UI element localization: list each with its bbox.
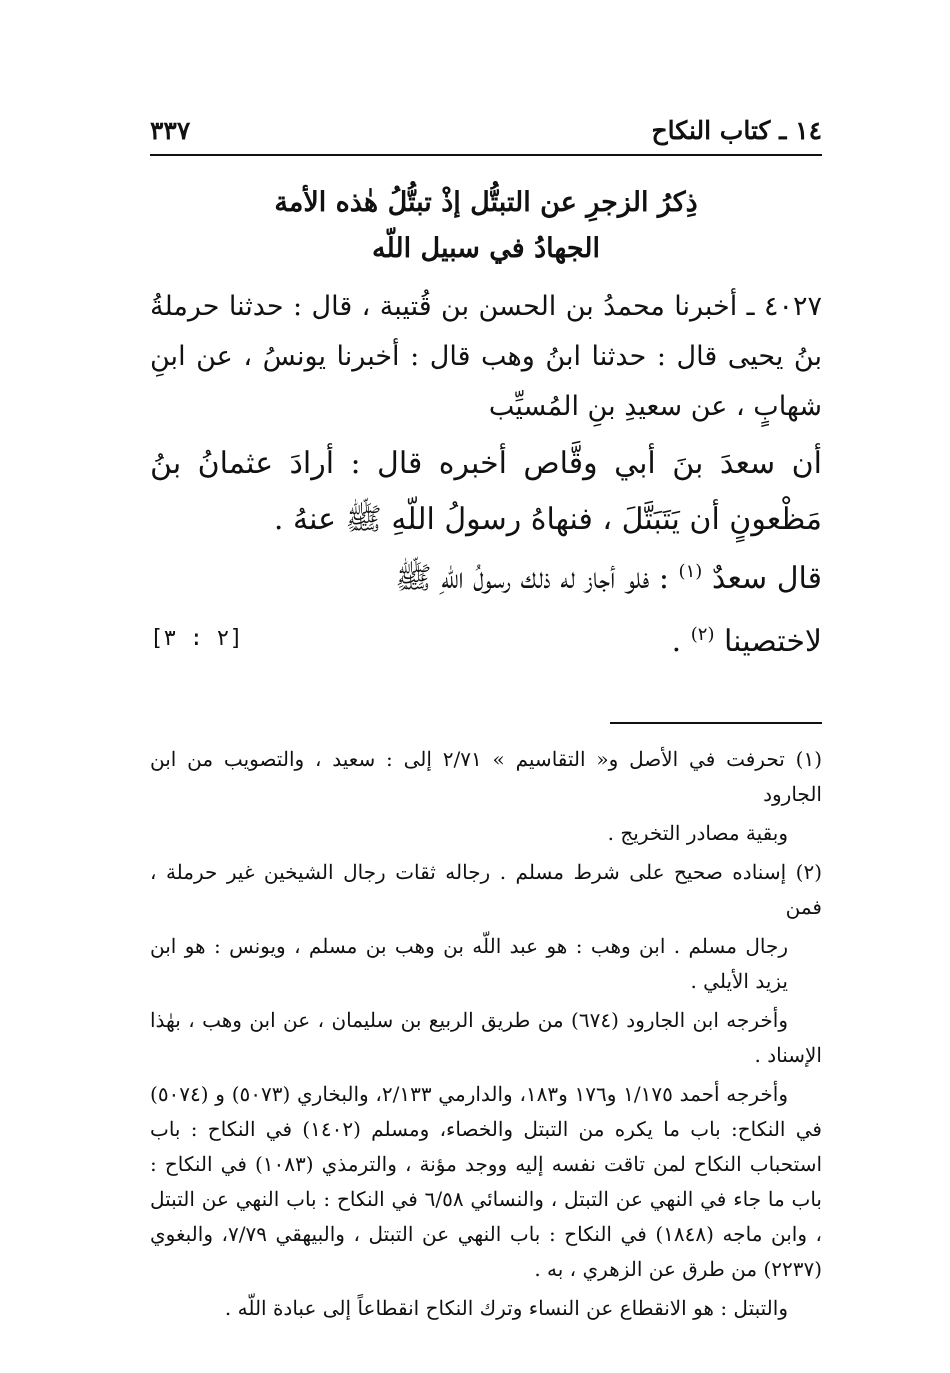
page-number: ٣٣٧ — [150, 116, 191, 145]
footnote-1-number: (١) — [795, 747, 823, 771]
footnote-2-continuation: رجال مسلم . ابن وهب : هو عبد اللّه بن وهب بن مسلم ، ويونس : هو ابن يزيد الأيلي . — [150, 934, 788, 993]
footnotes — [150, 742, 822, 1330]
saad-line-2-end: . — [671, 624, 682, 659]
footnote-2-text: إسناده صحيح على شرط مسلم . رجاله ثقات رجال الشيخين غير حرملة ، فمن — [150, 860, 822, 919]
footnote-1-text: تحرفت في الأصل و« التقاسيم » ٢/٧١ إلى : سعيد ، والتصويب من ابن الجارود — [150, 747, 822, 806]
hadith-number: ٤٠٢٧ — [763, 291, 822, 322]
hadith-isnad — [150, 282, 822, 432]
saad-line-1 — [150, 544, 822, 607]
isnad-text: ـ أخبرنا محمدُ بن الحسن بن قُتيبة ، قال : حدثنا حرملةُ بنُ يحيى قال : حدثنا ابنُ وهب قال : أخبرنا يونسُ ، عن ابنِ شهابٍ ، عن سعيدِ بنِ المُسيِّب — [150, 291, 822, 422]
saad-line-2-text: لاختصينا — [724, 624, 822, 659]
footnote-1-continuation: وبقية مصادر التخريج . — [607, 821, 788, 845]
footnote-2-number: (٢) — [795, 860, 822, 884]
footnote-2-paragraph-1: وأخرجه ابن الجارود (٦٧٤) من طريق الربيع بن سليمان ، عن ابن وهب ، بهٰذا الإسناد . — [150, 1008, 822, 1067]
hadith-matn: أن سعدَ بنَ أبي وقَّاص أخبره قال : أرادَ عثمانُ بنُ مَظْعونٍ أن يَتَبَتَّلَ ، فنهاهُ رسولُ اللّهِ ﷺ عنهُ . — [150, 446, 822, 537]
source-reference: [٢ : ٣] — [150, 626, 243, 651]
footnote-1 — [150, 742, 822, 812]
footnote-separator — [610, 722, 822, 724]
running-title: ١٤ ـ كتاب النكاح — [651, 116, 822, 145]
chapter-heading — [150, 180, 822, 272]
chapter-heading-line-2: الجهادُ في سبيل اللّه — [372, 233, 600, 264]
saad-statement — [150, 544, 822, 663]
saad-line-2 — [150, 607, 822, 663]
footnote-marker-2: (٢) — [690, 624, 715, 645]
footnote-marker-1: (١) — [678, 561, 703, 582]
saad-line-1-start: قال سعدٌ — [711, 561, 822, 596]
saad-line-1-end: : فلو أجاز له ذلك رسولُ اللّهِ ﷺ — [395, 561, 669, 596]
footnote-2-paragraph-3: والتبتل : هو الانقطاع عن النساء وترك النكاح انقطاعاً إلى عبادة اللّه . — [224, 1296, 788, 1320]
footnote-2 — [150, 855, 822, 925]
chapter-heading-line-1: ذِكرُ الزجرِ عن التبتُّل إذْ تبتُّلُ هٰذه الأمة — [274, 187, 698, 218]
running-header — [150, 110, 822, 156]
footnote-2-paragraph-2: وأخرجه أحمد ١/١٧٥ و١٧٦ و١٨٣، والدارمي ٢/١٣٣، والبخاري (٥٠٧٣) و (٥٠٧٤) في النكاح: باب ما يكره من التبتل والخصاء، ومسلم (١٤٠٢) في النكاح : باب استحباب النكاح لمن تاقت نفسه إليه ووجد مؤنة ، والترمذي (١٠٨٣) في النكاح : باب ما جاء في النهي عن التبتل ، والنسائي ٦/٥٨ في النكاح : باب النهي عن التبتل ، وابن ماجه (١٨٤٨) في النكاح : باب النهي عن التبتل ، والبيهقي ٧/٧٩، والبغوي (٢٢٣٧) من طرق عن الزهري ، به . — [150, 1082, 823, 1281]
